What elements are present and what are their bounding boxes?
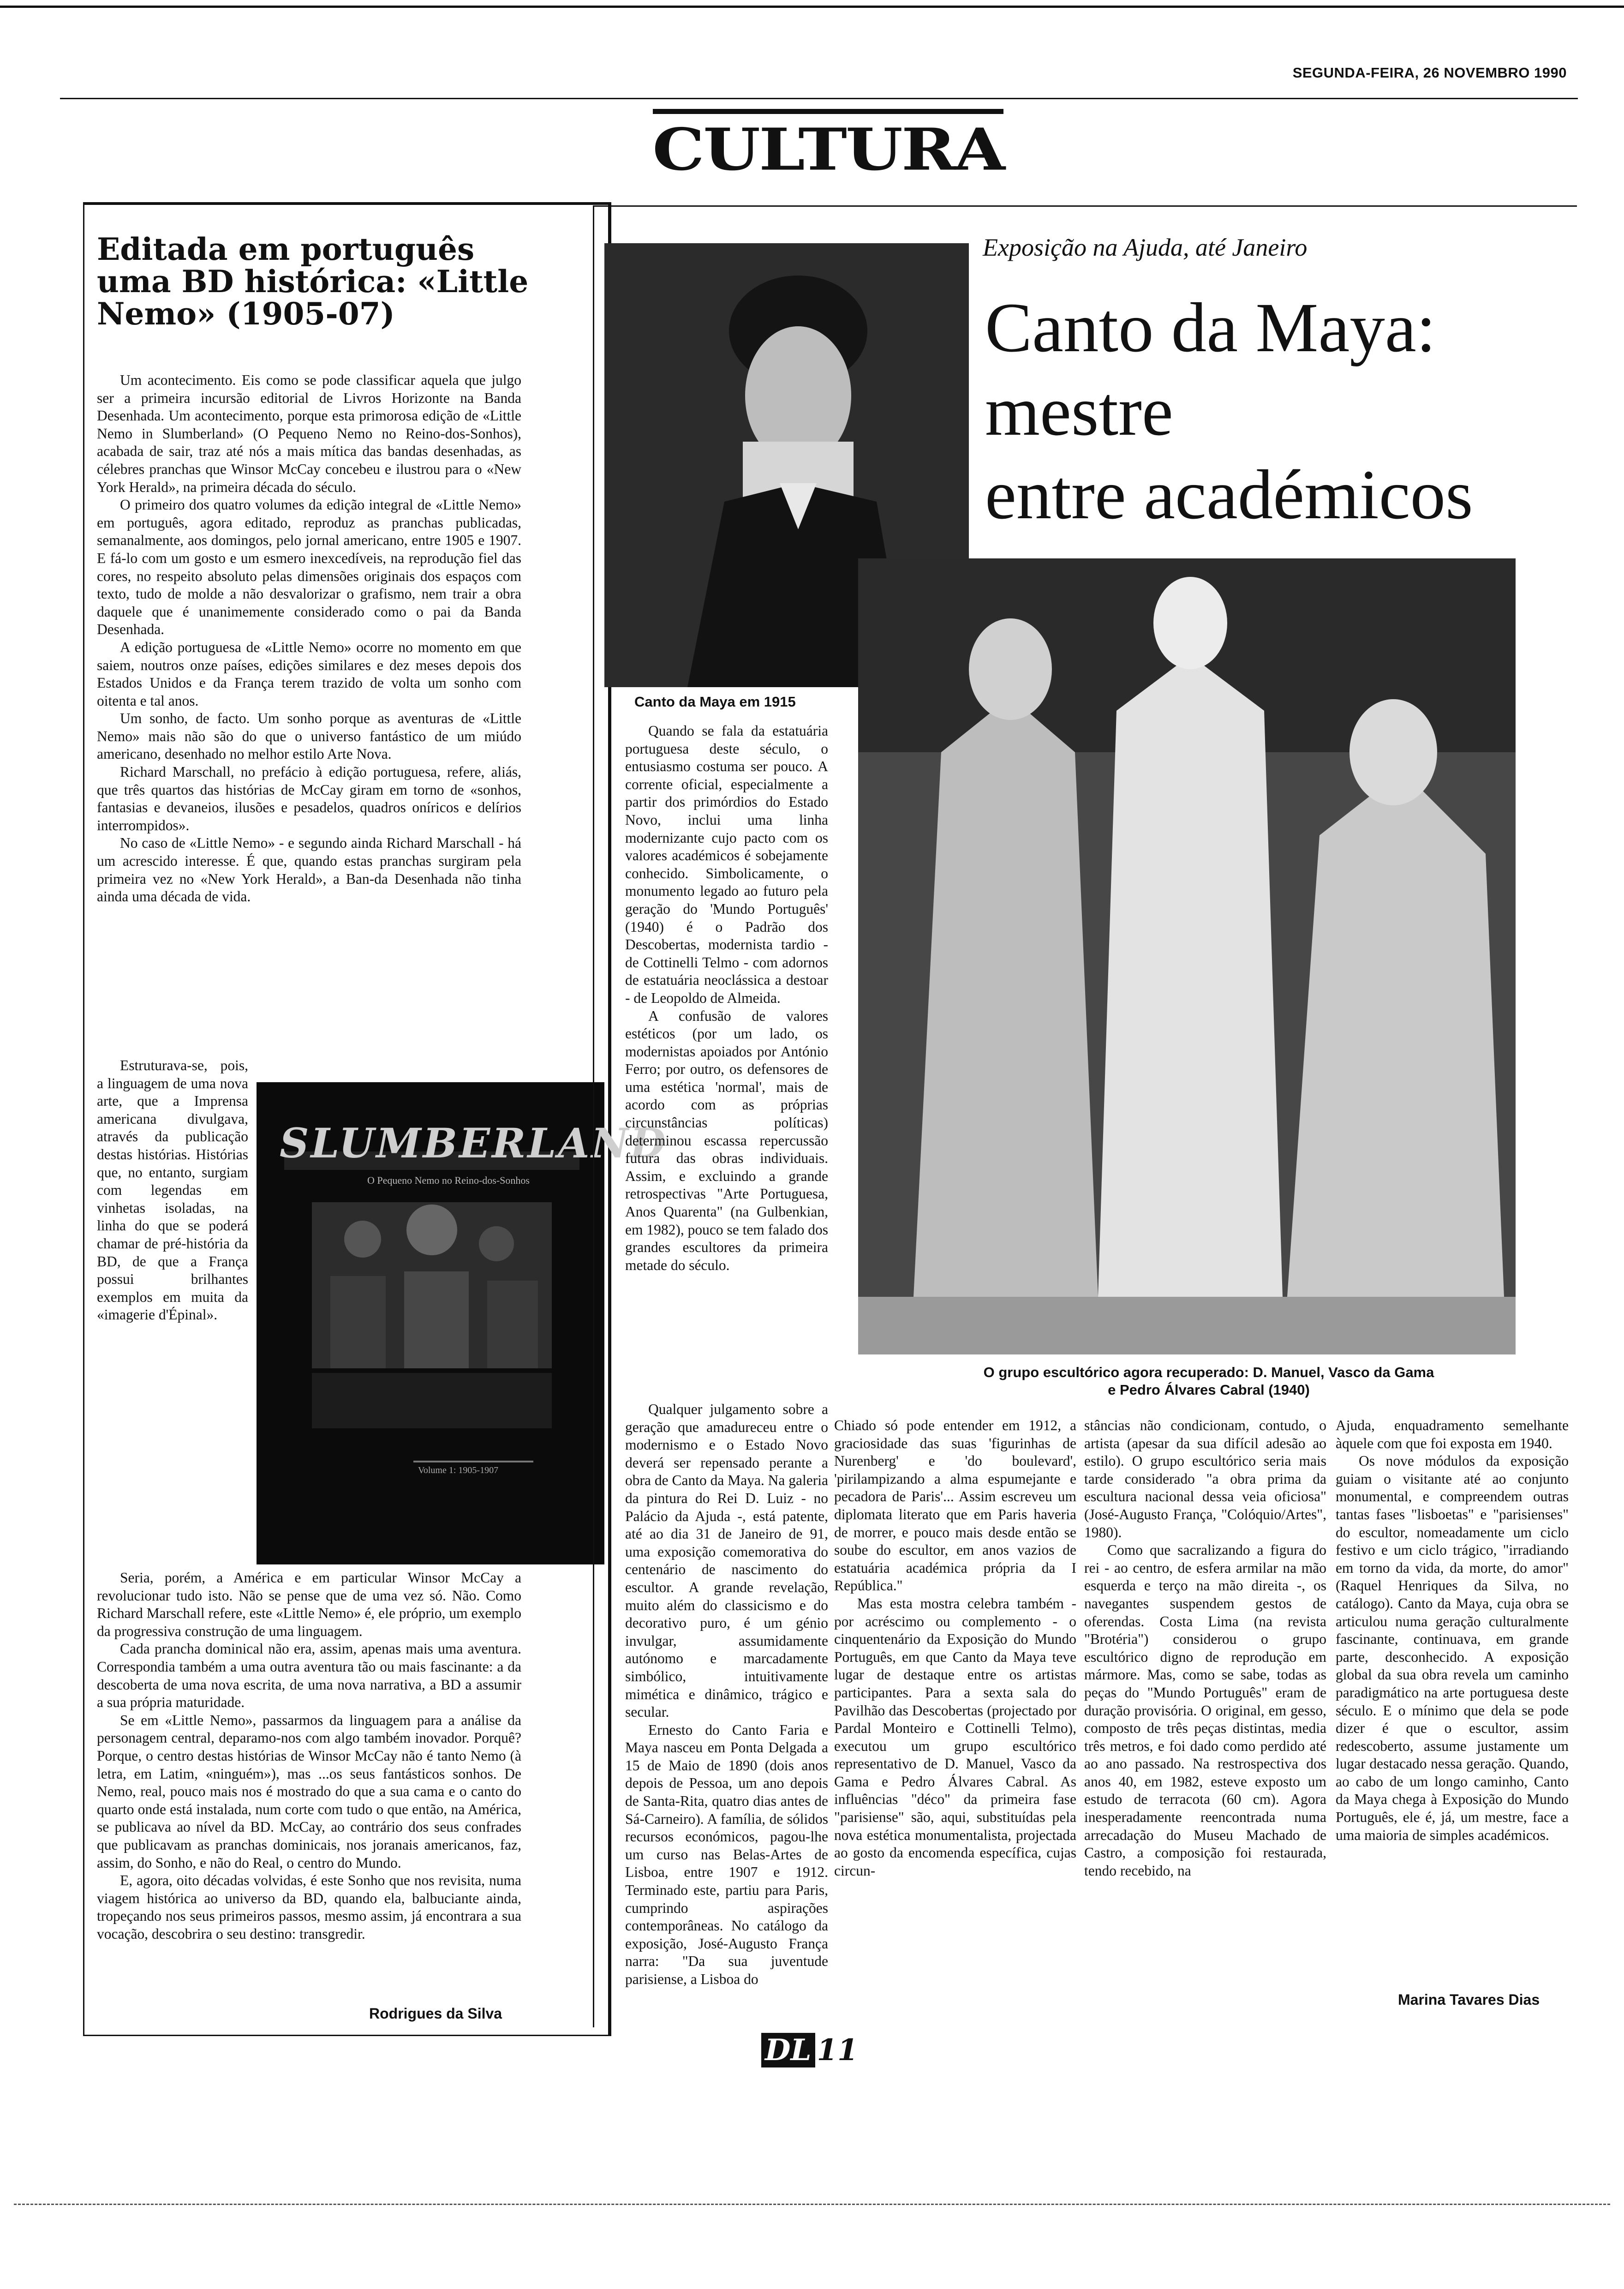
headline-line-2: mestre	[985, 372, 1173, 450]
little-nemo-cover-image	[257, 1082, 668, 1564]
paragraph: No caso de «Little Nemo» - e segundo ainda Richard Marschall - há um acrescido interesse. É que, quando estas pranchas surgiram pela primeira vez no «New York Herald», a Ban-da Desenhada não tinha ainda uma década de vida.	[97, 835, 521, 905]
sculpture-caption	[904, 1364, 1513, 1399]
left-article-body-bottom	[97, 1569, 521, 1943]
folio-logo: DL	[761, 2033, 815, 2067]
section-bar	[653, 109, 1003, 114]
cover-title: SLUMBERLAND	[280, 1119, 668, 1167]
sculpture-group-photo	[858, 558, 1516, 1354]
bottom-dotted-rule	[14, 2204, 1610, 2205]
right-headline	[985, 286, 1585, 537]
paragraph: Os nove módulos da exposição guiam o visitante até ao conjunto monumental, e compreendem outras tantas fases "lisboetas" e "parisienses" do escultor, nomeadamente um ciclo festivo e um ciclo trágico, "irradiando em torno da vida, da morte, do amor" (Raquel Henriques da Silva, no catálogo). Canto da Maya, cuja obra se articulou numa geração culturalmente fascinante, continuava, em grande parte, desconhecido. A exposição global da sua obra revela um caminho paradigmático na arte portuguesa deste século. E o mínimo que dela se pode dizer é que o escultor, assim redescoberto, assume justamente um lugar destacado nessa geração. Quando, ao cabo de um longo caminho, Canto da Maya chega à Exposição do Mundo Português, ele é, já, um mestre, face a uma maioria de simples académicos.	[1336, 1453, 1569, 1843]
top-border-rule	[0, 6, 1624, 8]
right-column-1	[625, 722, 828, 1274]
paragraph: Seria, porém, a América e em particular Winsor McCay a revolucionar tudo isto. Não se pense que de uma vez só. Não. Como Richard Marschall refere, este «Little Nemo» é, ele próprio, um exemplo da progressiva construção de uma linguagem.	[97, 1570, 521, 1639]
sculpture-illustration	[858, 558, 1516, 1354]
paragraph: Richard Marschall, no prefácio à edição portuguesa, refere, aliás, que três quartos das histórias de McCay giram em torno de «sonhos, fantasias e devaneios, ilusões e pesadelos, quadros oníricos e delírios interrompidos».	[97, 764, 521, 833]
paragraph: A edição portuguesa de «Little Nemo» ocorre no momento em que saiem, noutros onze países, edições similares e dez meses depois dos Estados Unidos e da França terem trazido de volta um sonho com oitenta e tal anos.	[97, 639, 521, 709]
left-article-body-top	[97, 372, 521, 906]
cover-volume: Volume 1: 1905-1907	[418, 1465, 499, 1475]
paragraph: Estruturava-se, pois, a linguagem de uma nova arte, que a Imprensa americana divulgava, através da publicação destas histórias. Histórias que, no entanto, surgiam com legendas em vinhetas isoladas, na linha do que se poderá chamar de pré-história da BD, de que a França possui brilhantes exemplos em muita da «imagerie d'Épinal».	[97, 1057, 248, 1323]
left-byline: Rodrigues da Silva	[369, 2005, 502, 2022]
sculpture-caption-line-2: e Pedro Álvares Cabral (1940)	[1108, 1382, 1310, 1398]
paragraph: Qualquer julgamento sobre a geração que amadureceu entre o modernismo e o Estado Novo deverá ser repensado perante a obra de Canto da Maya. Na galeria da pintura do Rei D. Luiz - no Palácio da Ajuda -, está patente, até ao dia 31 de Janeiro de 91, uma exposição comemorativa do centenário de nascimento do escultor. A grande revelação, muito além do classicismo e do decorativo puro, é um génio invulgar, assumidamente autónomo e marcadamente simbólico, intuitivamente mimética e dinâmico, trágico e secular.	[625, 1401, 828, 1720]
paragraph: Um sonho, de facto. Um sonho porque as aventuras de «Little Nemo» mais não são do que o universo fantástico de um miúdo americano, desenhado no melhor estilo Arte Nova.	[97, 710, 521, 762]
right-column-3	[1084, 1417, 1326, 1880]
paragraph: Se em «Little Nemo», passarmos da linguagem para a análise da personagem central, deparamo-nos com algo também inovador. Porquê? Porque, o centro destas histórias de Winsor McCay não é tanto Nemo (à letra, em Latim, «ninguém»), mas ...os seus fantásticos sonhos. De Nemo, real, pouco mais nos é mostrado do que a sua cama e o canto do quarto onde está instalada, num corte com tudo o que então, na América, se publicava ao nível da BD. McCay, ao contrário dos seus confrades que publicavam as pranchas dominicais, nos joranais americanos, faz, assim, do Sonho, e não do Real, o centro do Mundo.	[97, 1712, 521, 1871]
right-column-2	[834, 1417, 1076, 1880]
paragraph: stâncias não condicionam, contudo, o artista (apesar da sua difícil adesão ao estilo). O grupo escultórico seria mais tarde considerado "a obra prima da escultura nacional dessa veia oficiosa" (José-Augusto França, "Colóquio/Artes", 1980).	[1084, 1417, 1326, 1540]
paragraph: Cada prancha dominical não era, assim, apenas mais uma aventura. Correspondia também a uma outra aventura tão ou mais fascinante: a da descoberta de uma nova escrita, de uma nova narrativa, a BD a assumir a sua própria maturidade.	[97, 1641, 521, 1711]
right-column-4	[1336, 1417, 1569, 1844]
headline-line-3: entre académicos	[985, 456, 1473, 534]
paragraph: Quando se fala da estatuária portuguesa deste século, o entusiasmo costuma ser pouco. A corrente oficial, especialmente a partir dos primórdios do Estado Novo, inclui uma linha modernizante cujo pacto com os valores académicos é sobejamente conhecido. Simbolicamente, o monumento legado ao futuro pela geração do 'Mundo Português' (1940) é o Padrão dos Descobertas, modernista tardio - de Cottinelli Telmo - com adornos de estatuária neoclássica a destoar - de Leopoldo de Almeida.	[625, 723, 828, 1006]
right-kicker: Exposição na Ajuda, até Janeiro	[983, 234, 1308, 261]
paragraph: O primeiro dos quatro volumes da edição integral de «Little Nemo» em português, agora editado, reproduz as pranchas publicadas, semanalmente, aos domingos, pelo jornal americano, entre 1905 e 1907. E fá-lo com um gosto e um esmero inexcedíveis, na reprodução fiel das cores, no respeito absoluto pelas dimensões originais dos espaços com texto, tudo de molde a não desvalorizar o grafismo, nem trair a obra daquele que é unanimemente considerado como o pai da Banda Desenhada.	[97, 497, 521, 638]
paragraph: A confusão de valores estéticos (por um lado, os modernistas apoiados por António Ferro; por outro, os defensores de uma estética 'normal', mais de acordo com as próprias circunstâncias políticas) determinou escassa repercussão futura das obras individuais. Assim, e excluindo a grande retrospectivas "Arte Portuguesa, Anos Quarenta" (na Gulbenkian, em 1982), pouco se tem falado dos grandes escultores da primeira metade do século.	[625, 1007, 829, 1273]
page-number: 11	[817, 2033, 858, 2067]
cover-subtitle: O Pequeno Nemo no Reino-dos-Sonhos	[367, 1174, 530, 1186]
paragraph: Mas esta mostra celebra também - por acréscimo ou complemento - o cinquentenário da Exposição do Mundo Português, em que Canto da Maya teve lugar de destaque entre os artistas participantes. Para a sexta sala do Pavilhão das Descobertas (projectado por Pardal Monteiro e Cottinelli Telmo), executou um grupo escultórico representativo de D. Manuel, Vasco da Gama e Pedro Álvares Cabral. As influências "déco" da primeira fase "parisiense" são, aqui, substituídas pela nova estética monumentalista, projectada ao gosto da encomenda específica, cujas circun-	[834, 1595, 1076, 1879]
folio	[761, 2033, 858, 2067]
section-title: CULTURA	[652, 116, 1004, 184]
paragraph: Ernesto do Canto Faria e Maya nasceu em Ponta Delgada a 15 de Maio de 1890 (dois anos depois de Pessoa, um ano depois de Santa-Rita, quatro dias antes de Sá-Carneiro). A família, de sólidos recursos económicos, pagou-lhe um curso nas Belas-Artes de Lisboa, entre 1907 e 1912. Terminado este, partiu para Paris, cumprindo aspirações contemporâneas. No catálogo da exposição, José-Augusto França narra: "Da sua juventude parisiense, a Lisboa do	[625, 1721, 828, 1987]
dateline: SEGUNDA-FEIRA, 26 NOVEMBRO 1990	[1292, 65, 1567, 81]
paragraph: Um acontecimento. Eis como se pode classificar aquela que julgo ser a primeira incursão editorial de Livros Horizonte na Banda Desenhada. Um acontecimento, porque esta primorosa edição de «Little Nemo in Slumberland» (O Pequeno Nemo no Reino-dos-Sonhos), acabada de sair, traz até nós a mais mítica das bandas desenhadas, as célebres pranchas que Winsor McCay concebeu e ilustrou para o «New York Herald», na primeira década do século.	[97, 372, 521, 495]
header-rule	[60, 98, 1578, 99]
paragraph: Ajuda, enquadramento semelhante àquele com que foi exposta em 1940.	[1336, 1417, 1569, 1451]
headline-line-1: Canto da Maya:	[985, 289, 1436, 367]
paragraph: Como que sacralizando a figura do rei - ao centro, de esfera armilar na mão esquerda e terço na mão direita -, os navegantes suspendem gestos de oferendas. Costa Lima (na revista "Brotéria") considerou o grupo escultórico digno de reprodução em mármore. Mas, como se sabe, todas as peças do "Mundo Português" eram de duração provisória. O original, em gesso, composto de três peças distintas, media três metros, e foi dado como perdido até ao ano passado. Na restrospectiva dos anos 40, em 1982, esteve exposto um estudo de terracota (60 cm). Agora inesperadamente reencontrada numa arrecadação do Museu Machado de Castro, a composição foi restaurada, tendo recebido, na	[1084, 1542, 1326, 1879]
paragraph: Chiado só pode entender em 1912, a graciosidade das suas 'figurinhas de Nurenberg' e 'do boulevard', 'pirilampizando a alma espumejante e pecadora de Paris'... Assim escreveu um diplomata literato que em Paris haveria de morrer, e pouco mais desde então se soube do escultor, em anos vazios de estatuária académica própria da I República."	[834, 1417, 1076, 1594]
left-headline: Editada em português uma BD histórica: «Little Nemo» (1905-07)	[97, 231, 529, 332]
portrait-caption: Canto da Maya em 1915	[634, 694, 796, 710]
paragraph: E, agora, oito décadas volvidas, é este Sonho que nos revisita, numa viagem histórica ao universo da BD, quando ela, balbuciante ainda, tropeçando nos seus primeiros passos, mesmo assim, já encontrara a sua vocação, descobrira o seu destino: transgredir.	[97, 1872, 521, 1942]
right-column-1-bottom	[625, 1401, 828, 1989]
right-byline: Marina Tavares Dias	[1398, 1991, 1540, 2008]
left-article-wrap-column	[97, 1057, 248, 1324]
sculpture-caption-line-1: O grupo escultórico agora recuperado: D. Manuel, Vasco da Gama	[983, 1364, 1434, 1380]
